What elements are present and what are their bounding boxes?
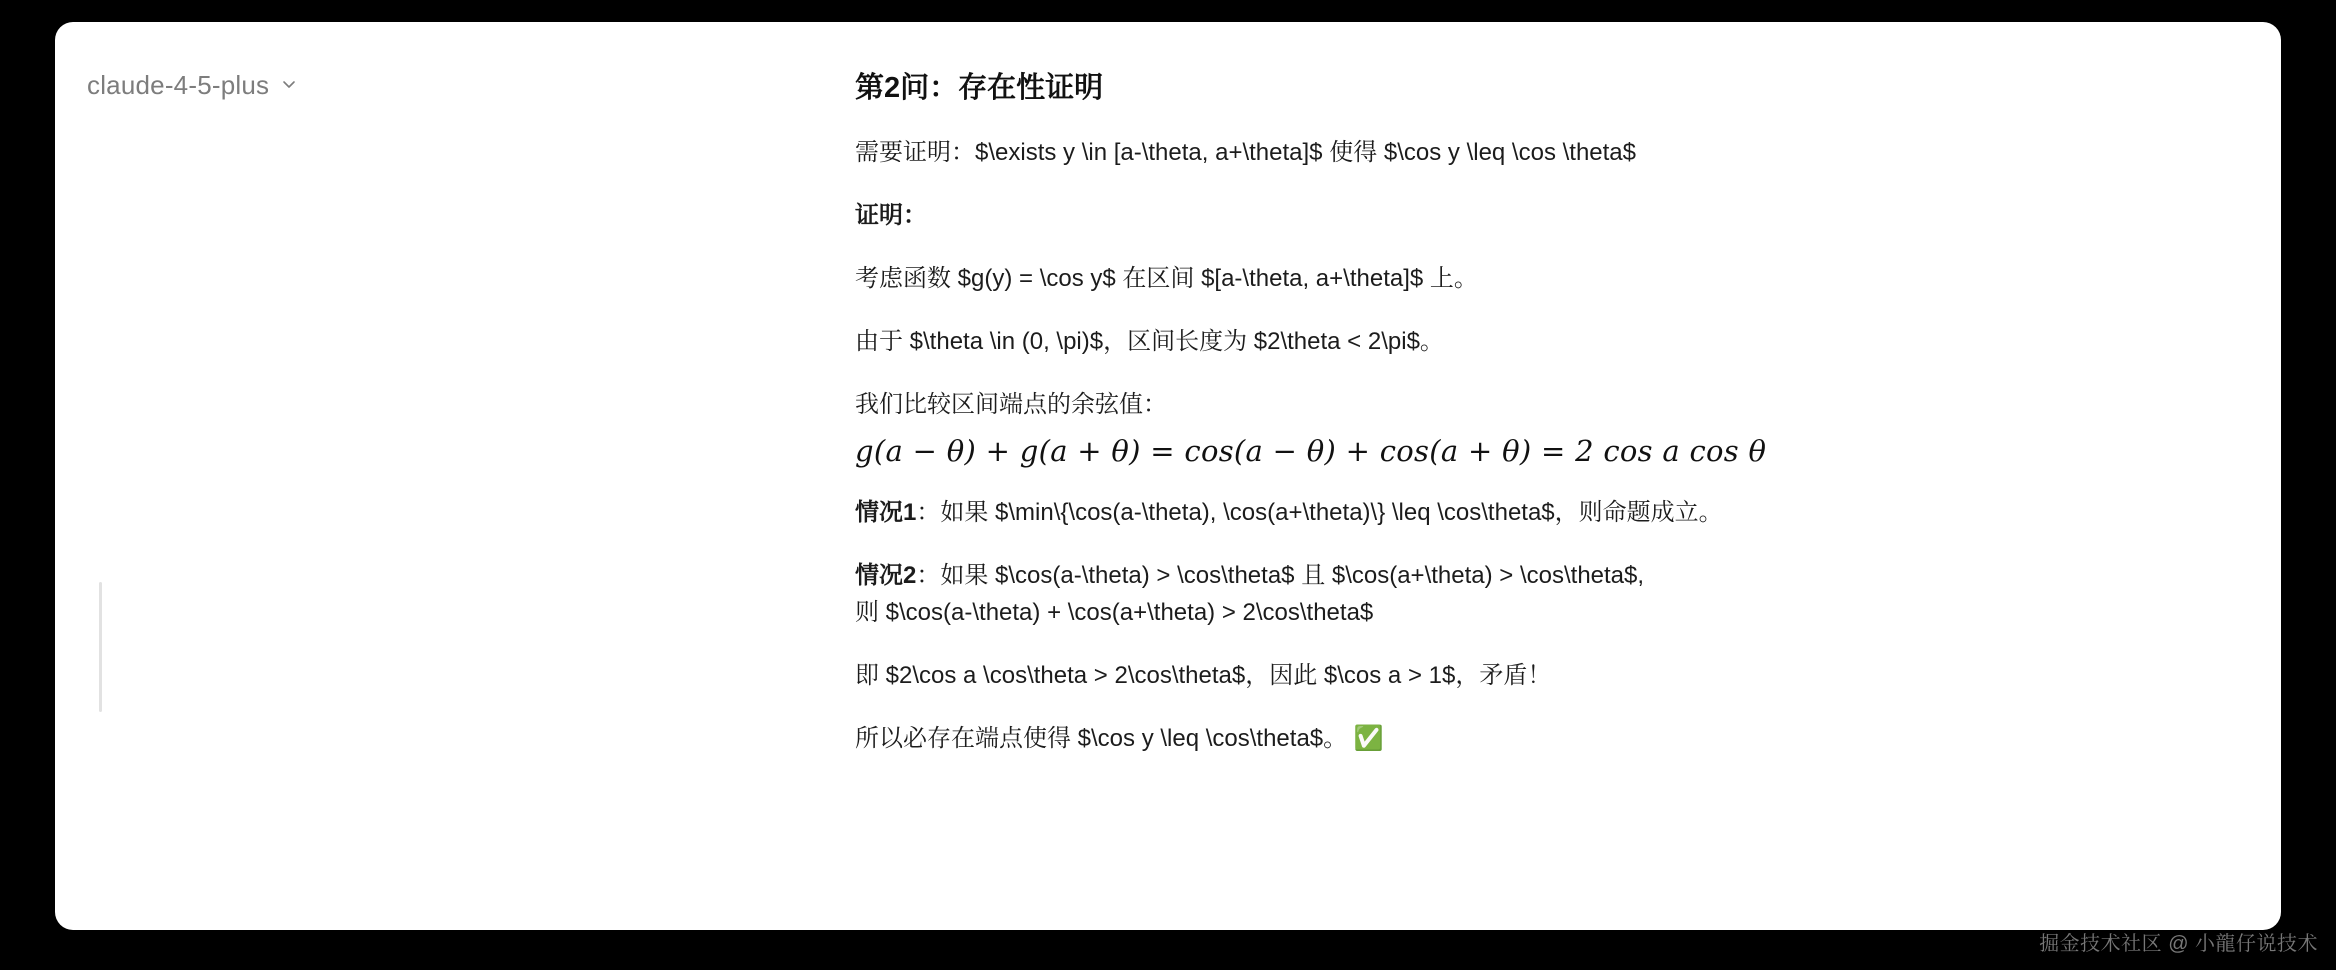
- math-formula: g(a − θ) + g(a + θ) = cos(a − θ) + cos(a + θ) = 2 cos a cos θ: [855, 433, 1767, 468]
- check-mark-icon: ✅: [1353, 725, 1384, 753]
- paragraph-case2: [855, 557, 2195, 631]
- paragraph-interval: 由于 $\theta \in (0, \pi)$，区间长度为 $2\theta < 2\pi$。: [855, 328, 1444, 356]
- chat-card: [55, 22, 2281, 930]
- chevron-down-icon: [281, 76, 297, 92]
- case2-label: 情况2: [855, 561, 917, 589]
- case2-text-line2: 则 $\cos(a-\theta) + \cos(a+\theta) > 2\cos\theta$: [855, 599, 1374, 626]
- paragraph-compare: 我们比较区间端点的余弦值：: [855, 391, 1167, 419]
- paragraph-proof-label: [855, 197, 2195, 234]
- watermark: [2039, 927, 2318, 956]
- message-content: [855, 52, 2195, 930]
- watermark-left: 掘金技术社区: [2039, 933, 2163, 955]
- message-title: 第2问：存在性证明: [855, 72, 1104, 104]
- scrollbar-thumb[interactable]: [99, 582, 102, 712]
- case1-text: ：如果 $\min\{\cos(a-\theta), \cos(a+\theta)\} \leq \cos\theta$，则命题成立。: [916, 498, 1723, 526]
- model-selector-button[interactable]: [87, 70, 297, 101]
- case1-label: 情况1: [855, 498, 917, 526]
- paragraph-requirement: 需要证明：$\exists y \in [a-\theta, a+\theta]$ 使得 $\cos y \leq \cos \theta$: [855, 138, 1637, 166]
- conclusion-2-text: 所以必存在端点使得 $\cos y \leq \cos\theta$。: [855, 725, 1348, 753]
- paragraph-case1: [855, 494, 2195, 531]
- case2-text-line1: ：如果 $\cos(a-\theta) > \cos\theta$ 且 $\cos(a+\theta) > \cos\theta$,: [916, 561, 1645, 589]
- left-rail: [55, 22, 855, 930]
- paragraph-conclusion-2: [855, 720, 2195, 757]
- watermark-separator: @: [2168, 933, 2189, 955]
- proof-label-text: 证明：: [855, 201, 927, 229]
- model-selector-label: claude-4-5-plus: [87, 70, 270, 100]
- paragraph-function: 考虑函数 $g(y) = \cos y$ 在区间 $[a-\theta, a+\theta]$ 上。: [855, 265, 1478, 293]
- watermark-right: 小龍仔说技术: [2195, 933, 2318, 955]
- paragraph-conclusion-1: 即 $2\cos a \cos\theta > 2\cos\theta$，因此 $\cos a > 1$，矛盾！: [855, 662, 1552, 690]
